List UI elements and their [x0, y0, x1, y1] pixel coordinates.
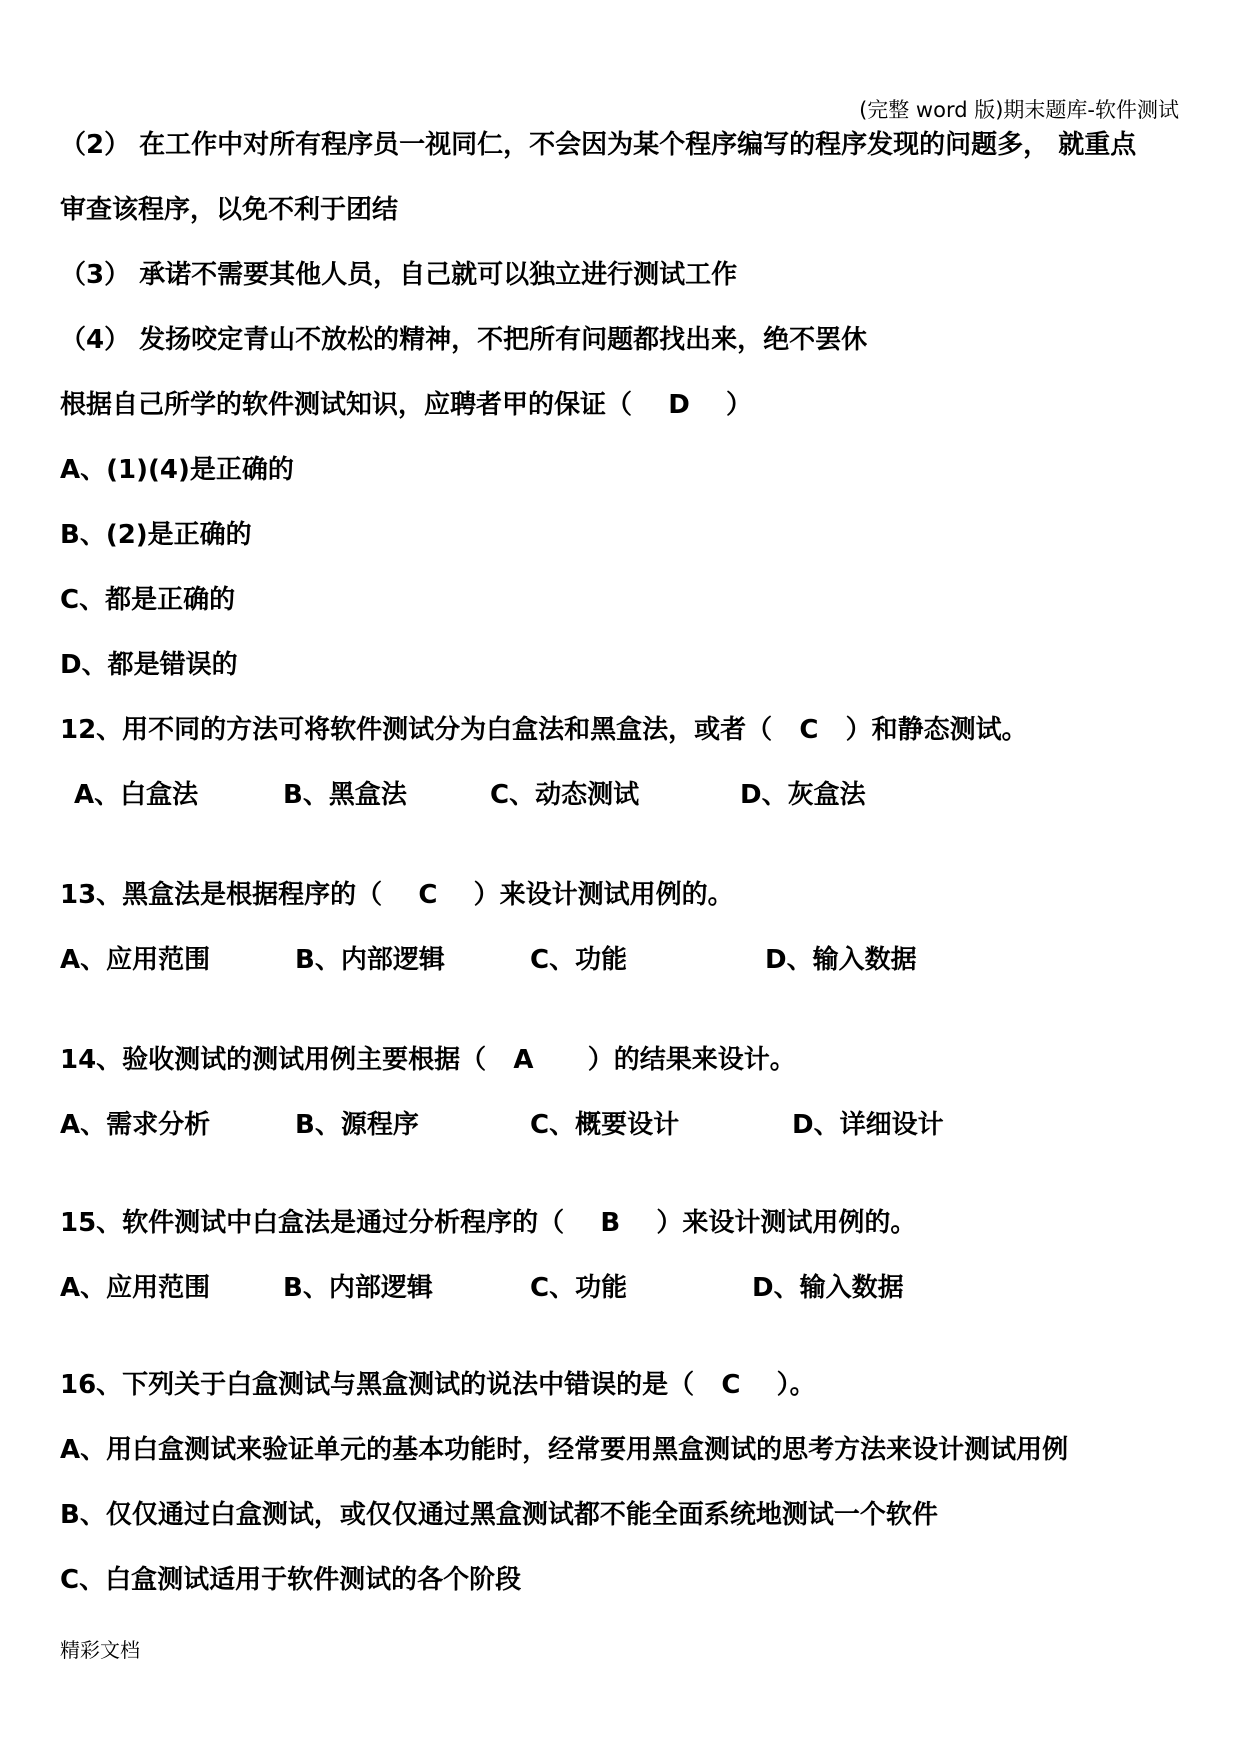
- q14-option-b: B、源程序: [295, 1110, 419, 1140]
- q15-option-a: A、应用范围: [60, 1273, 211, 1303]
- q16-option-a: A、用白盒测试来验证单元的基本功能时，经常要用黑盒测试的思考方法来设计测试用例: [60, 1435, 1069, 1465]
- text-line: 审查该程序，以免不利于团结: [60, 195, 399, 225]
- q13-option-b: B、内部逻辑: [295, 945, 445, 975]
- q12-option-b: B、黑盒法: [283, 780, 407, 810]
- q15-option-c: C、功能: [530, 1273, 628, 1303]
- q12-option-d: D、灰盒法: [740, 780, 866, 810]
- question-14: 14、验收测试的测试用例主要根据（ A ）的结果来设计。: [60, 1045, 796, 1075]
- q14-option-c: C、概要设计: [530, 1110, 680, 1140]
- q14-option-a: A、需求分析: [60, 1110, 211, 1140]
- page-header: (完整 word 版)期末题库-软件测试: [859, 98, 1179, 122]
- text-line: （2） 在工作中对所有程序员一视同仁，不会因为某个程序编写的程序发现的问题多， 就重点: [60, 130, 1137, 160]
- question-13: 13、黑盒法是根据程序的（ C ）来设计测试用例的。: [60, 880, 734, 910]
- option-line: D、都是错误的: [60, 650, 238, 680]
- q15-option-b: B、内部逻辑: [283, 1273, 433, 1303]
- page-footer: 精彩文档: [60, 1638, 140, 1662]
- question-15: 15、软件测试中白盒法是通过分析程序的（ B ）来设计测试用例的。: [60, 1208, 917, 1238]
- text-line: （3） 承诺不需要其他人员，自己就可以独立进行测试工作: [60, 260, 738, 290]
- question-text: 根据自己所学的软件测试知识，应聘者甲的保证（ D ）: [60, 390, 752, 420]
- q13-option-a: A、应用范围: [60, 945, 211, 975]
- question-16: 16、下列关于白盒测试与黑盒测试的说法中错误的是（ C ）。: [60, 1370, 816, 1400]
- q12-option-a: A、白盒法: [74, 780, 199, 810]
- q16-option-b: B、仅仅通过白盒测试，或仅仅通过黑盒测试都不能全面系统地测试一个软件: [60, 1500, 938, 1530]
- text-line: （4） 发扬咬定青山不放松的精神，不把所有问题都找出来，绝不罢休: [60, 325, 868, 355]
- q13-option-c: C、功能: [530, 945, 628, 975]
- q14-option-d: D、详细设计: [792, 1110, 944, 1140]
- option-line: C、都是正确的: [60, 585, 236, 615]
- option-line: B、(2)是正确的: [60, 520, 252, 550]
- q16-option-c: C、白盒测试适用于软件测试的各个阶段: [60, 1565, 522, 1595]
- q12-option-c: C、动态测试: [490, 780, 640, 810]
- option-line: A、(1)(4)是正确的: [60, 455, 294, 485]
- question-12: 12、用不同的方法可将软件测试分为白盒法和黑盒法，或者（ C ）和静态测试。: [60, 715, 1028, 745]
- q13-option-d: D、输入数据: [765, 945, 917, 975]
- q15-option-d: D、输入数据: [752, 1273, 904, 1303]
